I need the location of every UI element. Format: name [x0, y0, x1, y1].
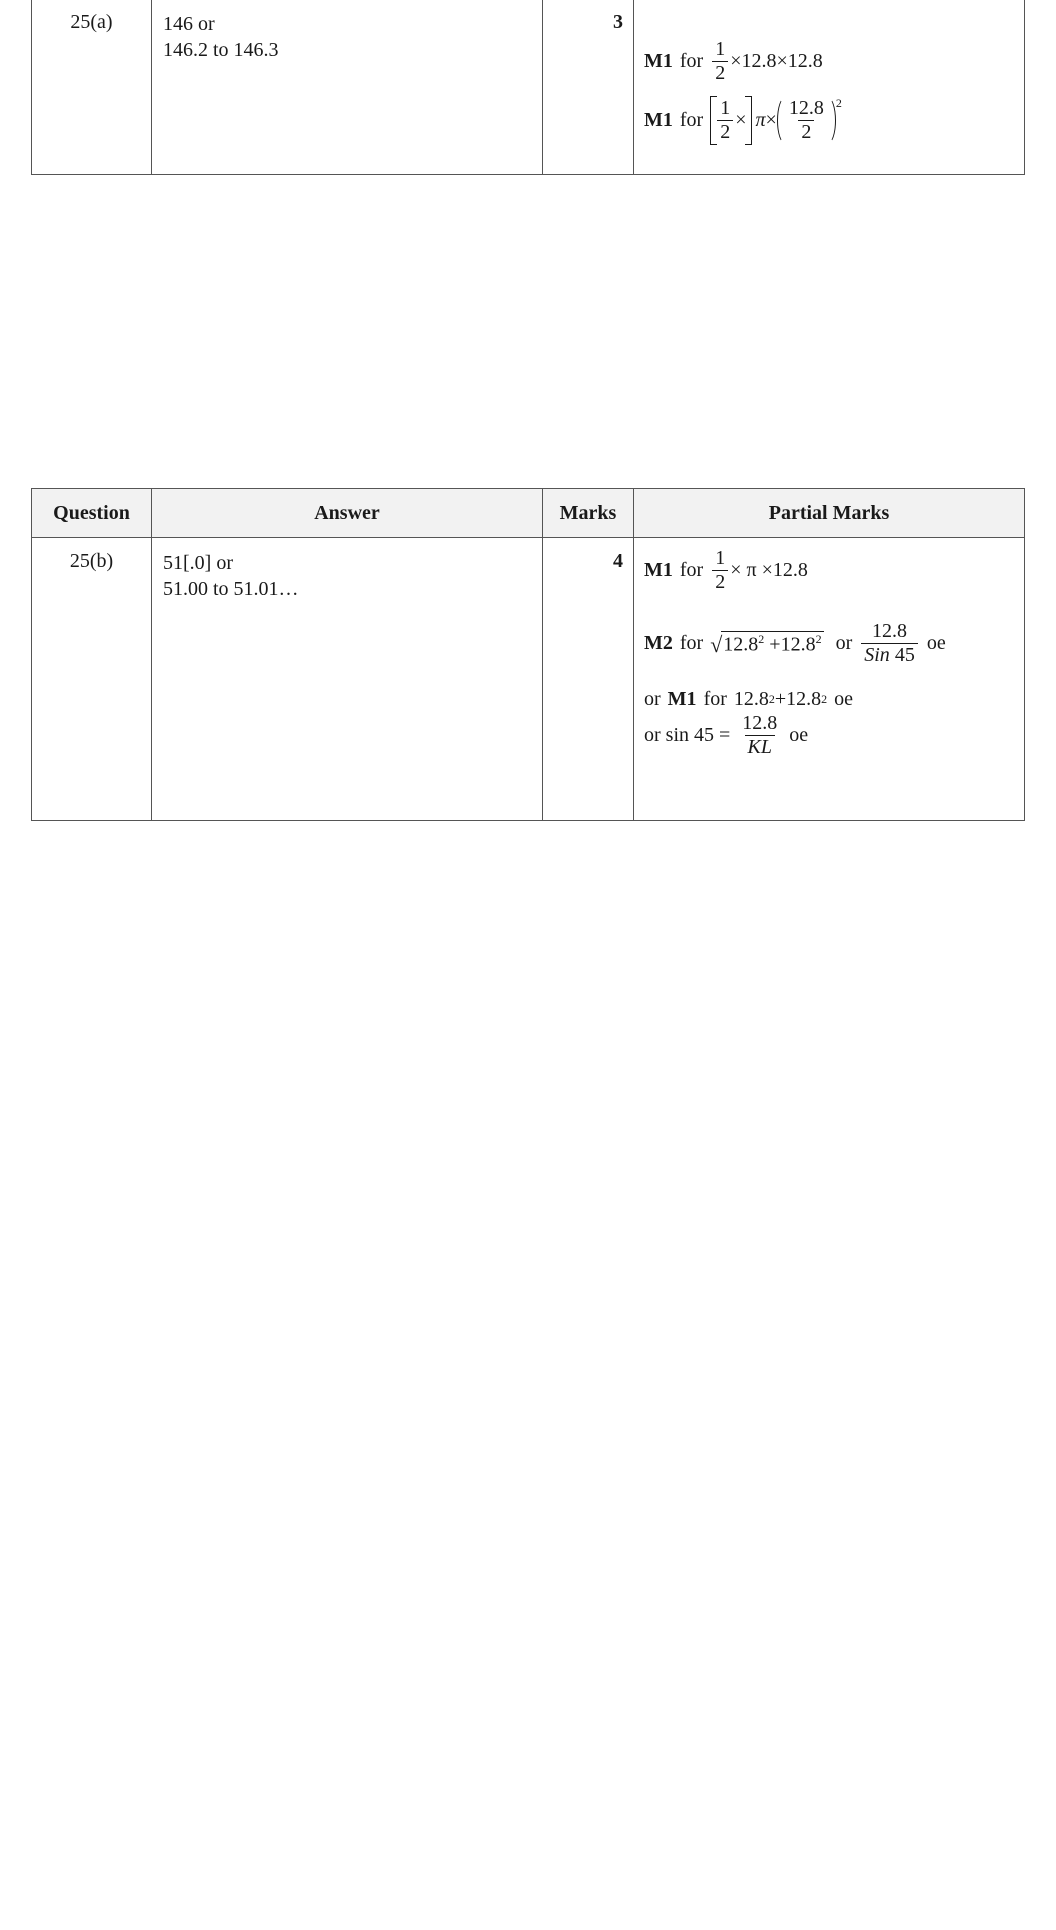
- for-text: for: [679, 559, 704, 581]
- partial-marks-cell: [634, 0, 1025, 175]
- expression: × π ×12.8: [730, 559, 808, 581]
- table-row: [32, 0, 1025, 175]
- marks-cell: [543, 538, 634, 821]
- marks-value: 4: [613, 550, 623, 572]
- fraction-radius: $\frac{12.8}{2}$: [788, 97, 824, 143]
- mark-scheme-table-25a: [31, 0, 1025, 175]
- mark-code: M1: [644, 50, 673, 72]
- answer-line: 51.00 to 51.01…: [163, 578, 299, 600]
- question-cell: [32, 538, 152, 821]
- square-root: √ $12.8^2 +12.8^2$: [710, 631, 822, 658]
- mark-code: M1: [667, 688, 697, 710]
- header-marks: Marks: [543, 489, 634, 538]
- partial-line-m1-area: [644, 39, 1024, 84]
- answer-cell: [152, 0, 543, 175]
- question-number: 25(b): [69, 550, 114, 572]
- fraction-half: $\frac{1}{2}$: [717, 98, 733, 143]
- partial-line-m1-arc: [644, 548, 1024, 593]
- partial-line-or-m1: or M1 for 12.8 2 +12.8 2 oe: [644, 688, 854, 710]
- fraction-kl: $\frac{12.8}{KL}$: [742, 712, 778, 758]
- mark-code: M1: [644, 109, 673, 131]
- fraction-sin: $\frac{12.8}{\text{Sin 45}}$: [861, 621, 918, 666]
- parenthesis: [777, 97, 836, 144]
- for-text: for: [679, 50, 704, 72]
- fraction-half: $\frac{1}{2}$: [712, 548, 728, 593]
- header-row: [32, 489, 1025, 538]
- header-question: Question: [32, 489, 152, 538]
- or-text: or: [835, 632, 853, 654]
- for-text: for: [679, 632, 704, 654]
- expression: ×12.8×12.8: [730, 50, 823, 72]
- square-bracket: $\frac{1}{2}$ ×: [710, 96, 751, 145]
- header-answer: Answer: [152, 489, 543, 538]
- question-number: 25(a): [70, 11, 113, 33]
- mark-scheme-table-25b: [31, 488, 1025, 821]
- partial-line-or-sin: or sin 45 = $\frac{12.8}{KL}$ oe: [644, 712, 809, 758]
- answer-line: 146 or: [163, 13, 215, 35]
- table-row: [32, 538, 1025, 821]
- marks-value: 3: [613, 11, 623, 33]
- pi-symbol: π: [755, 109, 766, 131]
- mark-code: M1: [644, 559, 673, 581]
- header-partial-marks: Partial Marks: [634, 489, 1025, 538]
- partial-line-m2: [644, 621, 1024, 666]
- fraction-half: $\frac{1}{2}$: [712, 39, 728, 84]
- partial-line-m1-semicircle: M1 for $\frac{1}{2}$ × π × $\frac{12.8}{2}$ $^2$: [644, 96, 842, 143]
- answer-line: 146.2 to 146.3: [163, 39, 279, 61]
- answer-cell: [152, 538, 543, 821]
- oe-text: oe: [926, 632, 946, 654]
- for-text: for: [679, 109, 704, 131]
- marks-cell: [543, 0, 634, 175]
- partial-marks-cell: [634, 538, 1025, 821]
- mark-code: M2: [644, 632, 673, 654]
- answer-line: 51[.0] or: [163, 552, 233, 574]
- question-cell: [32, 0, 152, 175]
